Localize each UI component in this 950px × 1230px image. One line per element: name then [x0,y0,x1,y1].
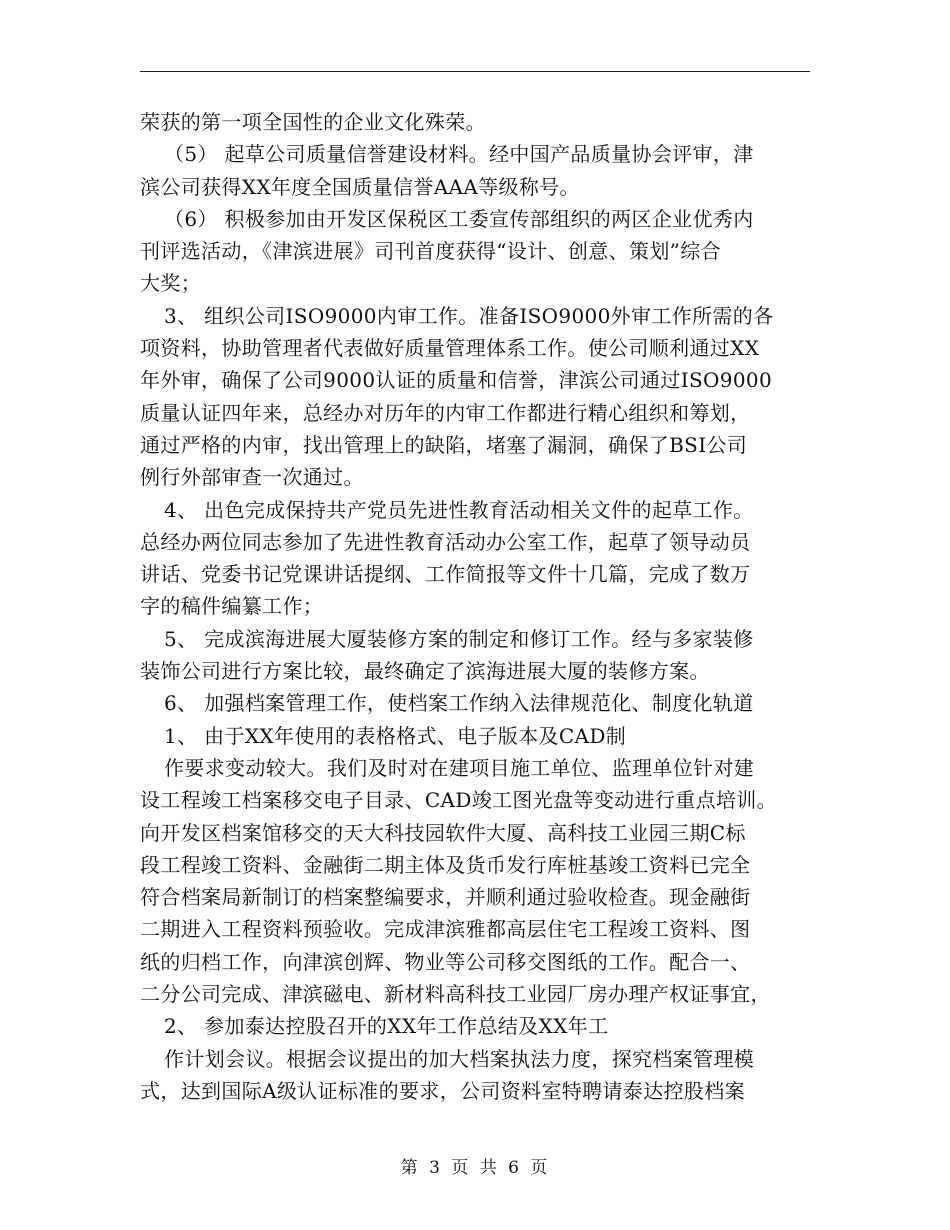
text-line: 例行外部审查一次通过。 [140,465,364,490]
text-line: 年外审，确保了公司9000认证的质量和信誉，津滨公司通过ISO9000 [140,368,773,393]
text-line: 向开发区档案馆移交的天大科技园软件大厦、高科技工业园三期C标 [140,820,746,845]
text-line: 3、 组织公司ISO9000内审工作。准备ISO9000外审工作所需的各 [164,303,774,328]
text-line: 纸的归档工作，向津滨创辉、物业等公司移交图纸的工作。配合一、 [140,949,751,974]
text-line: 作计划会议。根据会议提出的加大档案执法力度，探究档案管理模 [164,1046,755,1071]
text-line: 大奖； [140,271,202,296]
text-line: 质量认证四年来，总经办对历年的内审工作都进行精心组织和筹划， [140,400,751,425]
text-line: 式，达到国际A级认证标准的要求，公司资料室特聘请泰达控股档案 [140,1078,745,1103]
text-line: （5） 起草公司质量信誉建设材料。经中国产品质量协会评审，津 [164,142,754,167]
text-line: 通过严格的内审，找出管理上的缺陷，堵塞了漏洞，确保了BSI公司 [140,432,748,457]
text-line: 字的稿件编纂工作； [140,594,324,619]
page-footer: 第 3 页 共 6 页 [400,1158,550,1178]
text-line: 4、 出色完成保持共产党员先进性教育活动相关文件的起草工作。 [164,497,754,522]
text-line: 5、 完成滨海进展大厦装修方案的制定和修订工作。经与多家装修 [164,626,754,651]
text-line: 项资料，协助管理者代表做好质量管理体系工作。使公司顺利通过XX [140,336,760,361]
text-line: 符合档案局新制订的档案整编要求，并顺利通过验收检查。现金融街 [140,885,751,910]
text-line: 讲话、党委书记党课讲话提纲、工作简报等文件十几篇，完成了数万 [140,562,751,587]
text-line: 刊评选活动，《津滨进展》司刊首度获得“设计、创意、策划”综合 [140,239,721,264]
text-line: 二分公司完成、津滨磁电、新材料高科技工业园厂房办理产权证事宜， [140,982,771,1007]
text-line: 段工程竣工资料、金融街二期主体及货币发行库桩基竣工资料已完全 [140,852,751,877]
text-line: （6） 积极参加由开发区保税区工委宣传部组织的两区企业优秀内 [164,206,754,231]
text-line: 1、 由于XX年使用的表格格式、电子版本及CAD制 [164,723,627,748]
text-line: 总经办两位同志参加了先进性教育活动办公室工作，起草了领导动员 [140,529,751,554]
text-line: 2、 参加泰达控股召开的XX年工作总结及XX年工 [164,1014,609,1039]
text-line: 滨公司获得XX年度全国质量信誉AAA等级称号。 [140,174,580,199]
text-line: 二期进入工程资料预验收。完成津滨雅都高层住宅工程竣工资料、图 [140,917,751,942]
text-line: 6、 加强档案管理工作，使档案工作纳入法律规范化、制度化轨道 [164,691,754,716]
text-line: 装饰公司进行方案比较，最终确定了滨海进展大厦的装修方案。 [140,659,710,684]
header-rule [140,71,810,72]
text-line: 荣获的第一项全国性的企业文化殊荣。 [140,110,486,134]
document-body [140,106,810,1107]
text-line: 作要求变动较大。我们及时对在建项目施工单位、监理单位针对建 [164,755,755,780]
text-line: 设工程竣工档案移交电子目录、CAD竣工图光盘等变动进行重点培训。 [140,788,777,813]
